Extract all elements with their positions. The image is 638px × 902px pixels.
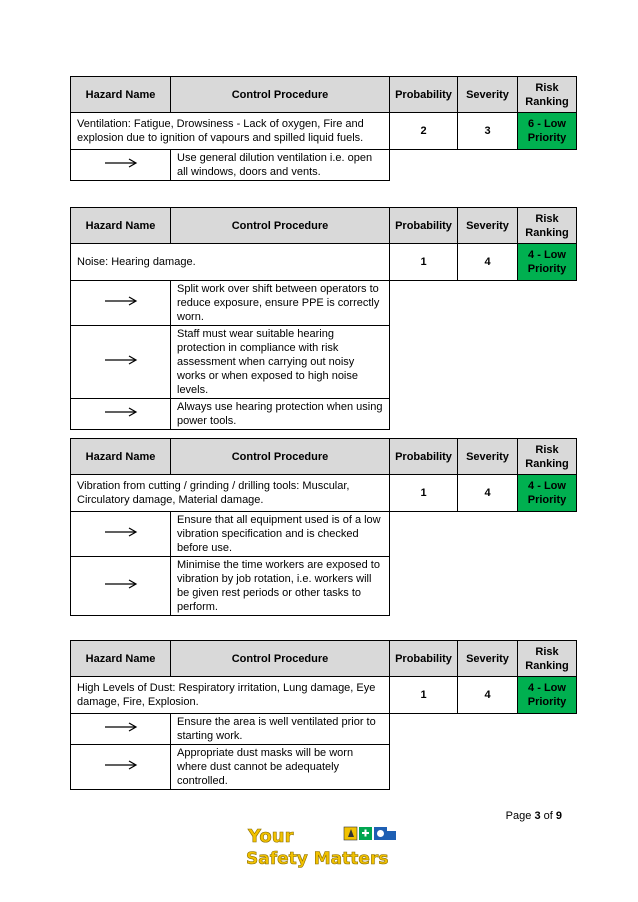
control-row bbox=[71, 281, 577, 326]
your-safety-matters-logo bbox=[244, 825, 400, 869]
hazard-table bbox=[70, 76, 577, 181]
col-header-severity: Severity bbox=[458, 439, 518, 475]
col-header-probability: Probability bbox=[390, 77, 458, 113]
col-header-probability: Probability bbox=[390, 208, 458, 244]
arrow-icon bbox=[71, 150, 171, 181]
control-row bbox=[71, 557, 577, 616]
logo-line2: Safety Matters bbox=[246, 849, 389, 869]
hazard-description: Ventilation: Fatigue, Drowsiness - Lack of oxygen, Fire and explosion due to ignition of vapours and spilled liquid fuels. bbox=[71, 113, 390, 150]
control-row bbox=[71, 512, 577, 557]
severity-value: 4 bbox=[458, 244, 518, 281]
arrow-icon bbox=[71, 281, 171, 326]
control-measure: Staff must wear suitable hearing protection in compliance with risk assessment when carrying out noisy works or when exposed to high noise levels. bbox=[171, 326, 390, 399]
arrow-icon bbox=[71, 512, 171, 557]
control-measure: Minimise the time workers are exposed to vibration by job rotation, i.e. workers will be given rest periods or other tasks to perform. bbox=[171, 557, 390, 616]
control-measure: Appropriate dust masks will be worn where dust cannot be adequately controlled. bbox=[171, 745, 390, 790]
risk-ranking-value: 6 - Low Priority bbox=[518, 113, 577, 150]
risk-ranking-value: 4 - Low Priority bbox=[518, 244, 577, 281]
col-header-risk-ranking: Risk Ranking bbox=[518, 77, 577, 113]
severity-value: 4 bbox=[458, 475, 518, 512]
probability-value: 1 bbox=[390, 475, 458, 512]
col-header-probability: Probability bbox=[390, 439, 458, 475]
arrow-icon bbox=[71, 399, 171, 430]
page-of: of bbox=[543, 810, 553, 822]
col-header-control-procedure: Control Procedure bbox=[171, 439, 390, 475]
arrow-icon bbox=[71, 714, 171, 745]
control-measure: Use general dilution ventilation i.e. open all windows, doors and vents. bbox=[171, 150, 390, 181]
hazard-table bbox=[70, 207, 577, 430]
col-header-control-procedure: Control Procedure bbox=[171, 208, 390, 244]
page-current: 3 bbox=[534, 810, 541, 822]
hazard-block-2 bbox=[70, 207, 577, 430]
col-header-risk-ranking: Risk Ranking bbox=[518, 439, 577, 475]
risk-ranking-value: 4 - Low Priority bbox=[518, 475, 577, 512]
col-header-probability: Probability bbox=[390, 641, 458, 677]
control-row bbox=[71, 399, 577, 430]
risk-ranking-value: 4 - Low Priority bbox=[518, 677, 577, 714]
control-measure: Ensure the area is well ventilated prior to starting work. bbox=[171, 714, 390, 745]
safety-pictograms-icon bbox=[344, 827, 396, 840]
col-header-hazard-name: Hazard Name bbox=[71, 208, 171, 244]
control-row bbox=[71, 326, 577, 399]
arrow-icon bbox=[71, 326, 171, 399]
severity-value: 3 bbox=[458, 113, 518, 150]
arrow-icon bbox=[71, 557, 171, 616]
col-header-severity: Severity bbox=[458, 641, 518, 677]
probability-value: 1 bbox=[390, 677, 458, 714]
col-header-severity: Severity bbox=[458, 77, 518, 113]
col-header-hazard-name: Hazard Name bbox=[71, 77, 171, 113]
control-measure: Ensure that all equipment used is of a low vibration specification and is checked before use. bbox=[171, 512, 390, 557]
logo-line1: Your bbox=[248, 826, 294, 847]
control-measure: Split work over shift between operators to reduce exposure, ensure PPE is correctly worn. bbox=[171, 281, 390, 326]
hazard-description: Noise: Hearing damage. bbox=[71, 244, 390, 281]
col-header-control-procedure: Control Procedure bbox=[171, 77, 390, 113]
page-prefix: Page bbox=[505, 810, 532, 822]
severity-value: 4 bbox=[458, 677, 518, 714]
hazard-table bbox=[70, 438, 577, 616]
hazard-block-4 bbox=[70, 640, 577, 790]
control-row bbox=[71, 150, 577, 181]
probability-value: 2 bbox=[390, 113, 458, 150]
hazard-description: High Levels of Dust: Respiratory irritation, Lung damage, Eye damage, Fire, Explosion. bbox=[71, 677, 390, 714]
control-row bbox=[71, 714, 577, 745]
col-header-severity: Severity bbox=[458, 208, 518, 244]
hazard-description: Vibration from cutting / grinding / drilling tools: Muscular, Circulatory damage, Material damage. bbox=[71, 475, 390, 512]
col-header-control-procedure: Control Procedure bbox=[171, 641, 390, 677]
probability-value: 1 bbox=[390, 244, 458, 281]
arrow-icon bbox=[71, 745, 171, 790]
col-header-risk-ranking: Risk Ranking bbox=[518, 208, 577, 244]
col-header-hazard-name: Hazard Name bbox=[71, 439, 171, 475]
col-header-risk-ranking: Risk Ranking bbox=[518, 641, 577, 677]
hazard-block-3 bbox=[70, 438, 577, 616]
hazard-table bbox=[70, 640, 577, 790]
page-number bbox=[490, 810, 562, 822]
hazard-block-1 bbox=[70, 76, 577, 181]
page-total: 9 bbox=[555, 810, 562, 822]
control-row bbox=[71, 745, 577, 790]
control-measure: Always use hearing protection when using power tools. bbox=[171, 399, 390, 430]
col-header-hazard-name: Hazard Name bbox=[71, 641, 171, 677]
